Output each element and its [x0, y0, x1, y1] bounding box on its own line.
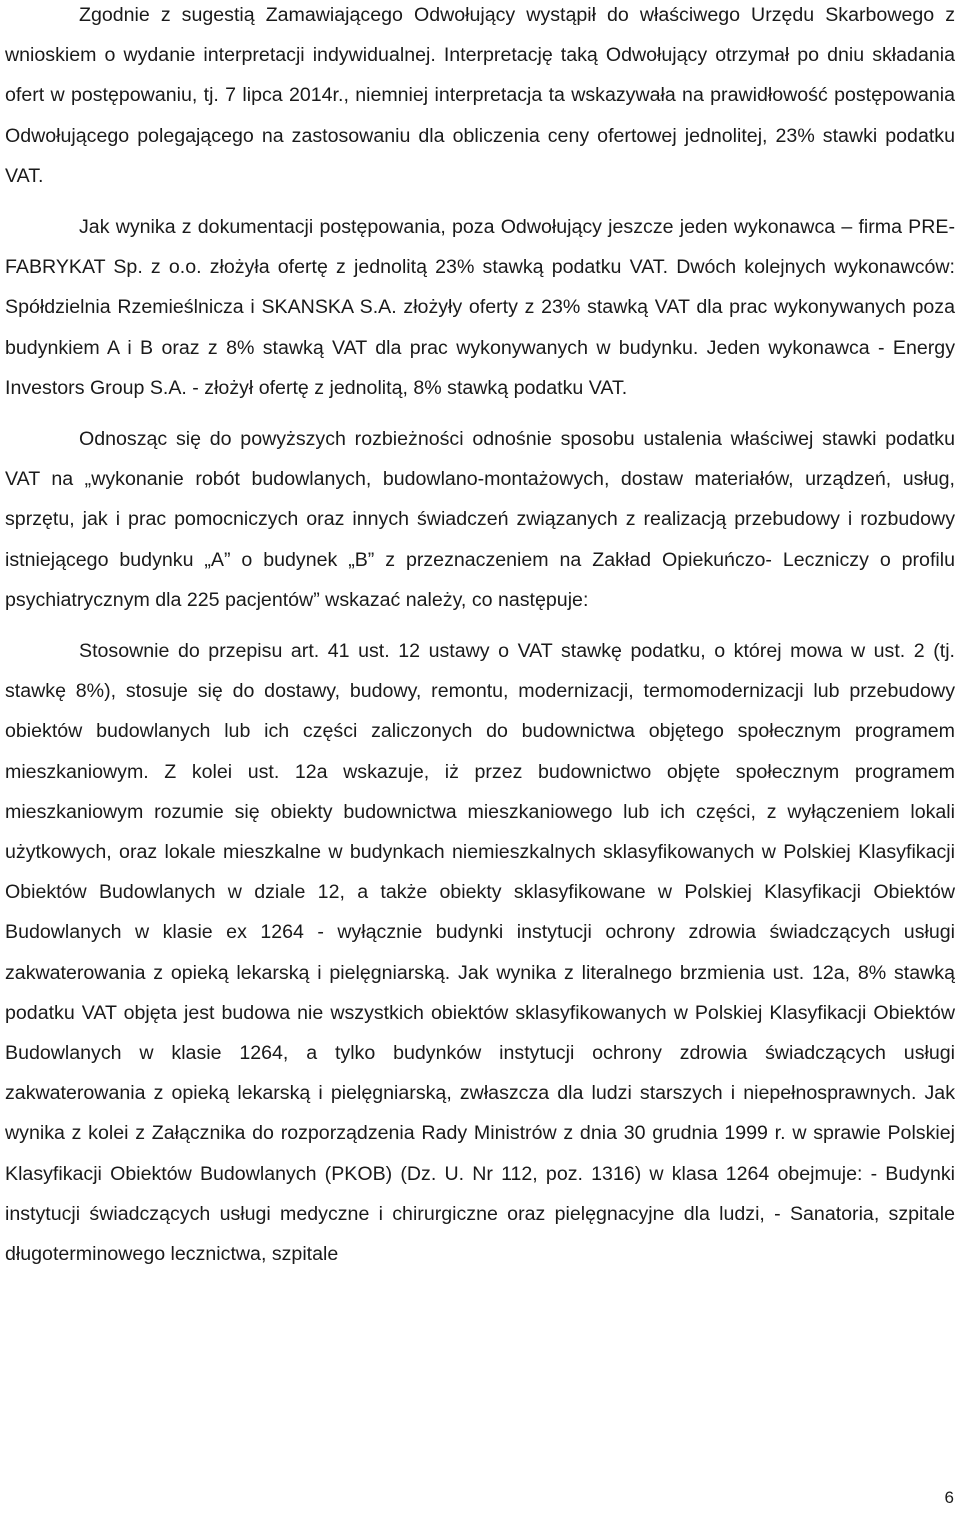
paragraph-vat-discrepancy: Odnosząc się do powyższych rozbieżności odnośnie sposobu ustalenia właściwej stawki podatku VAT na „wykonanie robót budowlanych, budowlano-montażowych, dostaw materiałów, urządzeń, usług, sprzętu, jak i prac pomocniczych oraz innych świadczeń związanych z realizacją przebudowy i rozbudowy istniejącego budynku „A” o budynek „B” z przeznaczeniem na Zakład Opiekuńczo- Leczniczy o profilu psychiatrycznym dla 225 pacjentów” wskazać należy, co następuje: — [5, 428, 955, 611]
page-number: 6 — [944, 1488, 954, 1507]
paragraph-legal-basis: Stosownie do przepisu art. 41 ust. 12 ustawy o VAT stawkę podatku, o której mowa w ust. 2 (tj. stawkę 8%), stosuje się do dostawy, budowy, remontu, modernizacji, termomodernizacji lub przebudowy obiektów budowlanych lub ich części zaliczonych do budownictwa objętego społecznym programem mieszkaniowym. Z kolei ust. 12a wskazuje, iż przez budownictwo objęte społecznym programem mieszkaniowym rozumie się obiekty budownictwa mieszkaniowego lub ich części, z wyłączeniem lokali użytkowych, oraz lokale mieszkalne w budynkach niemieszkalnych sklasyfikowanych w Polskiej Klasyfikacji Obiektów Budowlanych w dziale 12, a także obiekty sklasyfikowane w Polskiej Klasyfikacji Obiektów Budowlanych w klasie ex 1264 - wyłącznie budynki instytucji ochrony zdrowia świadczących usługi zakwaterowania z opieką lekarską i pielęgniarską. Jak wynika z literalnego brzmienia ust. 12a, 8% stawką podatku VAT objęta jest budowa nie wszystkich obiektów sklasyfikowanych w Polskiej Klasyfikacji Obiektów Budowlanych w klasie 1264, a tylko budynków instytucji ochrony zdrowia świadczących usługi zakwaterowania z opieką lekarską i pielęgniarską, zwłaszcza dla ludzi starszych i niepełnosprawnych. Jak wynika z kolei z Załącznika do rozporządzenia Rady Ministrów z dnia 30 grudnia 1999 r. w sprawie Polskiej Klasyfikacji Obiektów Budowlanych (PKOB) (Dz. U. Nr 112, poz. 1316) w klasa 1264 obejmuje: - Budynki instytucji świadczących usługi medyczne i chirurgiczne oraz pielęgnacyjne dla ludzi, - Sanatoria, szpitale długoterminowego lecznictwa, szpitale — [5, 640, 955, 1266]
paragraph-interpretation: Zgodnie z sugestią Zamawiającego Odwołujący wystąpił do właściwego Urzędu Skarbowego z wnioskiem o wydanie interpretacji indywidualnej. Interpretację taką Odwołujący otrzymał po dniu składania ofert w postępowaniu, tj. 7 lipca 2014r., niemniej interpretacja ta wskazywała na prawidłowość postępowania Odwołującego polegającego na zastosowaniu dla obliczenia ceny ofertowej jednolitej, 23% stawki podatku VAT. — [5, 4, 955, 187]
paragraph-contractors: Jak wynika z dokumentacji postępowania, poza Odwołujący jeszcze jeden wykonawca – firma PRE-FABRYKAT Sp. z o.o. złożyła ofertę z jednolitą 23% stawką podatku VAT. Dwóch kolejnych wykonawców: Spółdzielnia Rzemieślnicza i SKANSKA S.A. złożyły oferty z 23% stawką VAT dla prac wykonywanych poza budynkiem A i B oraz z 8% stawką VAT dla prac wykonywanych w budynku. Jeden wykonawca - Energy Investors Group S.A. - złożył ofertę z jednolitą, 8% stawką podatku VAT. — [5, 216, 955, 399]
document-page — [5, 0, 955, 1274]
